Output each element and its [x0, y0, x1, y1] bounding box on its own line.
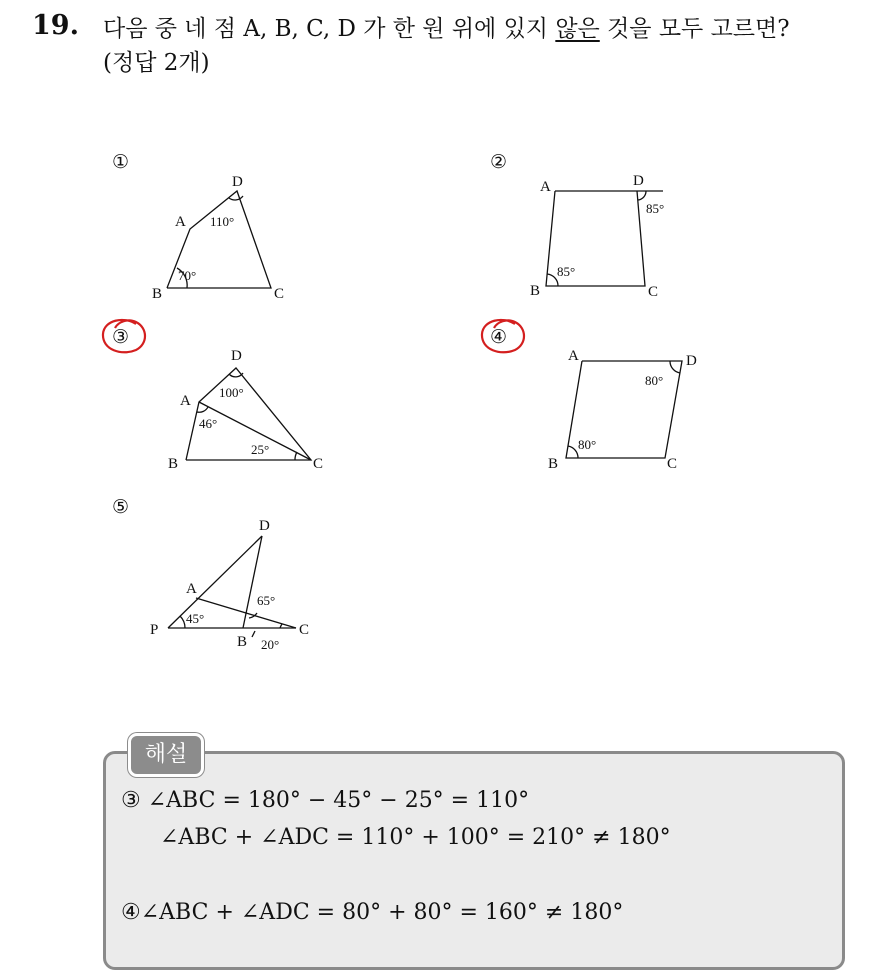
fig1-label-b: B: [152, 286, 163, 302]
solution-box: [103, 751, 845, 970]
fig2-label-b: B: [530, 283, 541, 299]
fig2-label-d: D: [633, 173, 644, 189]
fig4-angle-b: 80°: [578, 437, 597, 452]
figure-3: [186, 368, 311, 460]
question-text-after: 것을 모두 고르면?: [599, 16, 790, 42]
choice-1-marker: ①: [112, 152, 130, 173]
question-answer-count: (정답 2개): [103, 50, 210, 76]
fig5-label-c: C: [299, 622, 310, 638]
fig1-label-d: D: [232, 174, 243, 190]
fig5-label-a: A: [186, 581, 197, 597]
solution-line-1: ③ ∠ABC = 180° − 45° − 25° = 110°: [121, 788, 530, 813]
fig4-angle-d: 80°: [645, 373, 664, 388]
fig2-label-a: A: [540, 179, 551, 195]
fig2-angle-b: 85°: [557, 264, 576, 279]
choice-5-marker: ⑤: [112, 497, 130, 518]
choice-2-marker: ②: [490, 152, 508, 173]
fig3-label-b: B: [168, 456, 179, 472]
fig2-angle-d: 85°: [646, 201, 665, 216]
fig5-angle-b: 65°: [257, 593, 276, 608]
question-number: 19.: [32, 10, 79, 41]
fig3-angle-a: 46°: [199, 416, 218, 431]
fig1-angle-d: 110°: [210, 214, 235, 229]
fig2-label-c: C: [648, 284, 659, 300]
fig5-angle-p: 45°: [186, 611, 205, 626]
fig1-label-a: A: [175, 214, 186, 230]
fig3-label-c: C: [313, 456, 324, 472]
fig5-angle-c: 20°: [261, 637, 280, 652]
fig3-angle-d: 100°: [219, 385, 244, 400]
fig5-label-b: B: [237, 634, 248, 650]
fig1-label-c: C: [274, 286, 285, 302]
solution-line-2: ∠ABC + ∠ADC = 110° + 100° = 210° ≠ 180°: [160, 825, 671, 850]
fig4-label-d: D: [686, 353, 697, 369]
question-emphasis: 않은: [555, 16, 600, 42]
fig4-label-c: C: [667, 456, 678, 472]
fig3-angle-c: 25°: [251, 442, 270, 457]
fig5-label-p: P: [150, 622, 159, 638]
fig1-angle-b: 70°: [178, 268, 197, 283]
choice-4-marker: ④: [490, 327, 508, 348]
question-text-before: 다음 중 네 점 A, B, C, D 가 한 원 위에 있지: [103, 16, 556, 42]
fig4-label-a: A: [568, 348, 579, 364]
solution-tag: 해설: [128, 733, 204, 777]
fig4-label-b: B: [548, 456, 559, 472]
solution-line-3: ④∠ABC + ∠ADC = 80° + 80° = 160° ≠ 180°: [121, 900, 624, 925]
fig3-label-a: A: [180, 393, 191, 409]
fig3-label-d: D: [231, 348, 242, 364]
choice-3-marker: ③: [112, 327, 130, 348]
fig5-label-d: D: [259, 518, 270, 534]
